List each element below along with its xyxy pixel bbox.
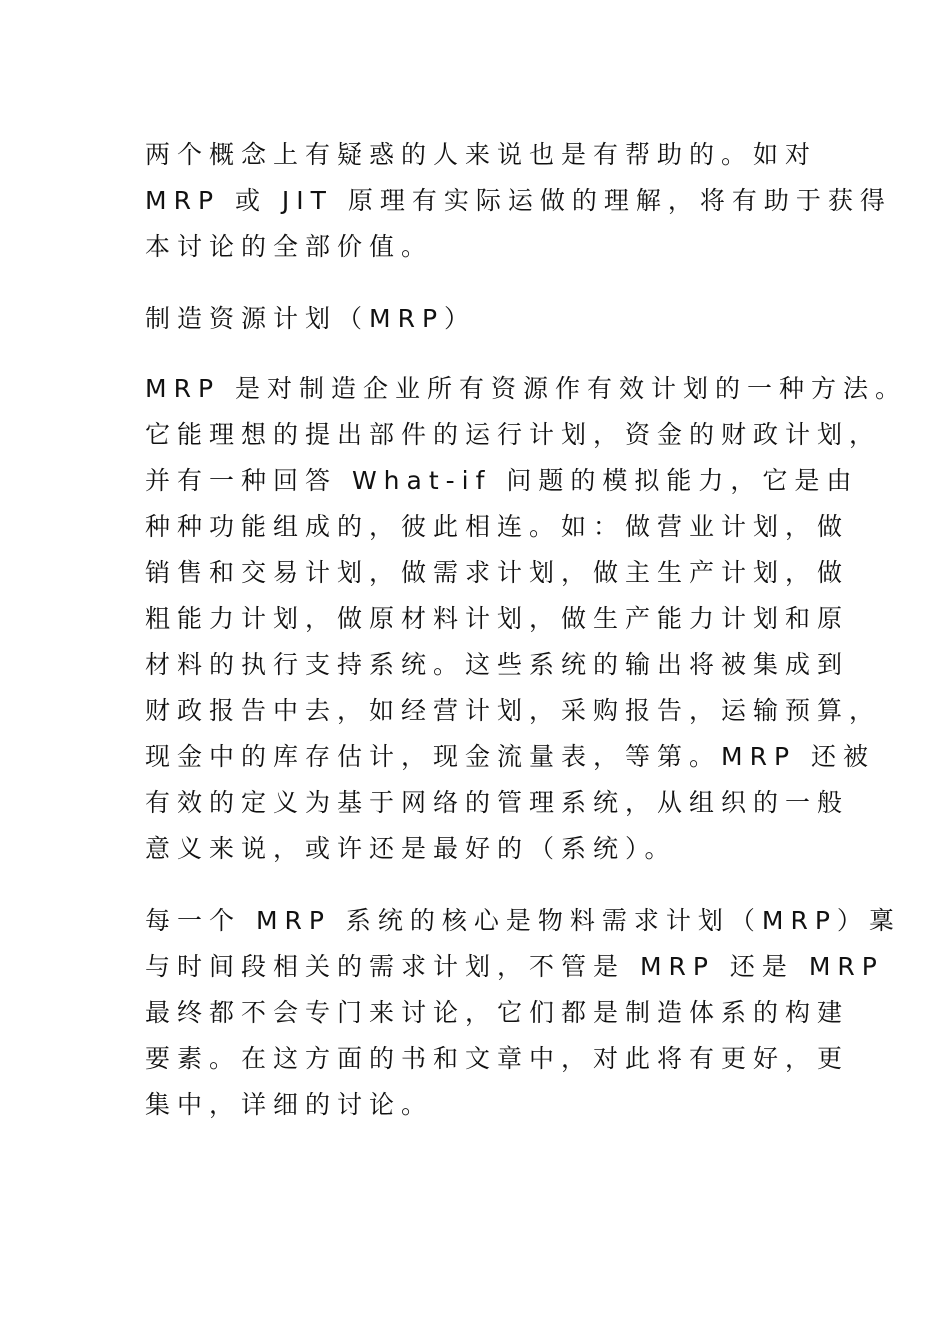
document-body xyxy=(145,132,907,1154)
text-line: 现金中的库存估计，现金流量表，等第。MRP 还被 xyxy=(145,742,875,771)
text-line: 种种功能组成的，彼此相连。如：做营业计划，做 xyxy=(145,512,850,541)
section-heading xyxy=(145,296,835,342)
text-line: 它能理想的提出部件的运行计划，资金的财政计划， xyxy=(145,420,882,449)
text-line: MRP 或 JIT 原理有实际运做的理解，将有助于获得 xyxy=(145,186,892,215)
text-line: 有效的定义为基于网络的管理系统，从组织的一般 xyxy=(145,788,850,817)
text-line: MRP 是对制造企业所有资源作有效计划的一种方法。 xyxy=(145,374,907,403)
heading-text: 制造资源计划（MRP） xyxy=(145,304,477,333)
text-line: 材料的执行支持系统。这些系统的输出将被集成到 xyxy=(145,650,850,679)
text-line: 本讨论的全部价值。 xyxy=(145,232,434,261)
text-line: 集中，详细的讨论。 xyxy=(145,1090,434,1119)
text-line: 最终都不会专门来讨论，它们都是制造体系的构建 xyxy=(145,998,850,1027)
text-line: 销售和交易计划，做需求计划，做主生产计划，做 xyxy=(145,558,850,587)
text-line: 财政报告中去，如经营计划，采购报告，运输预算， xyxy=(145,696,882,725)
paragraph-mrp-core xyxy=(145,898,901,1128)
text-line: 粗能力计划，做原材料计划，做生产能力计划和原 xyxy=(145,604,850,633)
text-line: 要素。在这方面的书和文章中，对此将有更好，更 xyxy=(145,1044,850,1073)
text-line: 与时间段相关的需求计划，不管是 MRP 还是 MRP xyxy=(145,952,884,981)
text-line: 意义来说，或许还是最好的（系统）。 xyxy=(145,834,677,863)
text-line: 并有一种回答 What-if 问题的模拟能力，它是由 xyxy=(145,466,859,495)
paragraph-intro xyxy=(145,132,892,270)
paragraph-mrp-definition xyxy=(145,366,907,872)
text-line: 两个概念上有疑惑的人来说也是有帮助的。如对 xyxy=(145,140,818,169)
text-line: 每一个 MRP 系统的核心是物料需求计划（MRP）稟 xyxy=(145,906,901,935)
